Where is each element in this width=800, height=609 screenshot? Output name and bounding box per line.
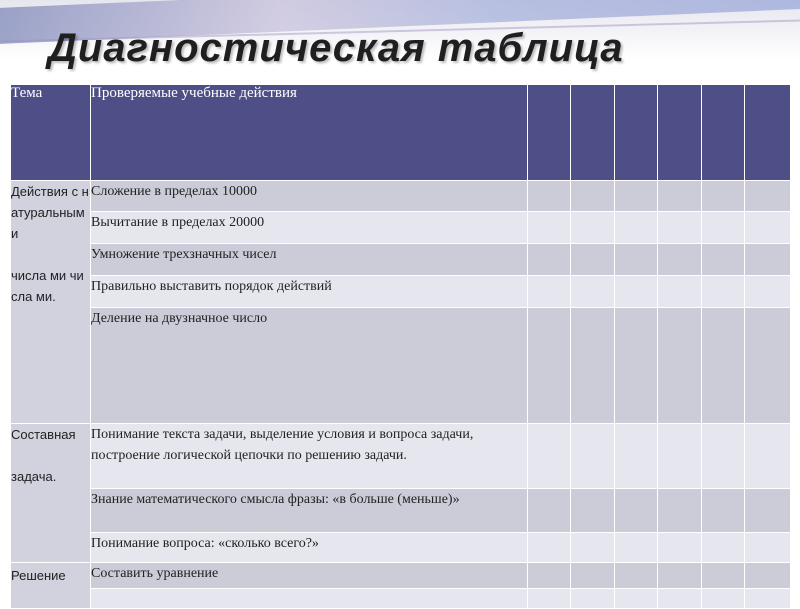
table-row xyxy=(11,589,791,609)
mark-cell xyxy=(702,276,745,308)
mark-cell xyxy=(615,181,658,212)
action-cell: Понимание вопроса: «сколько всего?» xyxy=(91,533,528,563)
mark-cell xyxy=(702,489,745,533)
mark-cell xyxy=(571,424,615,489)
mark-cell xyxy=(615,276,658,308)
action-cell: Правильно выставить порядок действий xyxy=(91,276,528,308)
mark-cell xyxy=(528,533,571,563)
mark-cell xyxy=(528,424,571,489)
mark-cell xyxy=(702,589,745,609)
topic-cell xyxy=(11,181,91,424)
mark-cell xyxy=(745,181,791,212)
topic-cell xyxy=(11,563,91,609)
mark-cell xyxy=(658,563,702,589)
header-topic: Тема xyxy=(11,85,91,181)
action-cell: Сложение в пределах 10000 xyxy=(91,181,528,212)
table-row xyxy=(11,424,791,489)
header-empty-cell xyxy=(571,85,615,181)
action-cell xyxy=(91,589,528,609)
mark-cell xyxy=(745,563,791,589)
mark-cell xyxy=(571,489,615,533)
action-cell: Знание математического смысла фразы: «в больше (меньше)» xyxy=(91,489,528,533)
table-row xyxy=(11,276,791,308)
mark-cell xyxy=(528,489,571,533)
action-cell: Умножение трехзначных чисел xyxy=(91,244,528,276)
mark-cell xyxy=(571,533,615,563)
slide-title: Диагностическая таблица xyxy=(48,26,624,70)
header-empty-cell xyxy=(702,85,745,181)
table-row xyxy=(11,489,791,533)
mark-cell xyxy=(702,533,745,563)
mark-cell xyxy=(702,212,745,244)
mark-cell xyxy=(615,212,658,244)
mark-cell xyxy=(658,181,702,212)
table-row xyxy=(11,563,791,589)
mark-cell xyxy=(615,244,658,276)
mark-cell xyxy=(658,489,702,533)
mark-cell xyxy=(745,424,791,489)
mark-cell xyxy=(615,563,658,589)
action-cell: Деление на двузначное число xyxy=(91,308,528,424)
mark-cell xyxy=(658,244,702,276)
mark-cell xyxy=(571,589,615,609)
mark-cell xyxy=(571,563,615,589)
mark-cell xyxy=(702,244,745,276)
topic-cell xyxy=(11,424,91,563)
mark-cell xyxy=(745,276,791,308)
mark-cell xyxy=(658,276,702,308)
mark-cell xyxy=(745,308,791,424)
mark-cell xyxy=(702,308,745,424)
mark-cell xyxy=(615,489,658,533)
mark-cell xyxy=(528,181,571,212)
topic-label: Решение xyxy=(11,568,66,583)
mark-cell xyxy=(528,244,571,276)
mark-cell xyxy=(702,424,745,489)
mark-cell xyxy=(615,533,658,563)
table-row xyxy=(11,181,791,212)
mark-cell xyxy=(571,244,615,276)
table-row xyxy=(11,308,791,424)
mark-cell xyxy=(658,424,702,489)
header-empty-cell xyxy=(615,85,658,181)
topic-label: Составная задача. xyxy=(11,427,76,484)
mark-cell xyxy=(615,589,658,609)
diagnostic-table xyxy=(10,84,791,609)
mark-cell xyxy=(702,181,745,212)
mark-cell xyxy=(528,563,571,589)
mark-cell xyxy=(745,589,791,609)
mark-cell xyxy=(571,212,615,244)
mark-cell xyxy=(745,489,791,533)
mark-cell xyxy=(658,533,702,563)
mark-cell xyxy=(745,212,791,244)
table-row xyxy=(11,533,791,563)
mark-cell xyxy=(702,563,745,589)
mark-cell xyxy=(615,308,658,424)
mark-cell xyxy=(571,276,615,308)
mark-cell xyxy=(615,424,658,489)
mark-cell xyxy=(658,212,702,244)
action-cell: Составить уравнение xyxy=(91,563,528,589)
header-empty-cell xyxy=(658,85,702,181)
mark-cell xyxy=(745,244,791,276)
action-cell: Понимание текста задачи, выделение условия и вопроса задачи, построение логической цепочки по решению задачи. xyxy=(91,424,528,489)
mark-cell xyxy=(528,212,571,244)
mark-cell xyxy=(571,181,615,212)
header-actions: Проверяемые учебные действия xyxy=(91,85,528,181)
action-cell: Вычитание в пределах 20000 xyxy=(91,212,528,244)
topic-label: Действия с натуральными числа ми числа ми. xyxy=(11,184,89,304)
mark-cell xyxy=(528,589,571,609)
table-row xyxy=(11,212,791,244)
mark-cell xyxy=(571,308,615,424)
mark-cell xyxy=(528,276,571,308)
header-empty-cell xyxy=(528,85,571,181)
table-header-row xyxy=(11,85,791,181)
header-empty-cell xyxy=(745,85,791,181)
mark-cell xyxy=(745,533,791,563)
mark-cell xyxy=(658,589,702,609)
table-row xyxy=(11,244,791,276)
mark-cell xyxy=(658,308,702,424)
mark-cell xyxy=(528,308,571,424)
